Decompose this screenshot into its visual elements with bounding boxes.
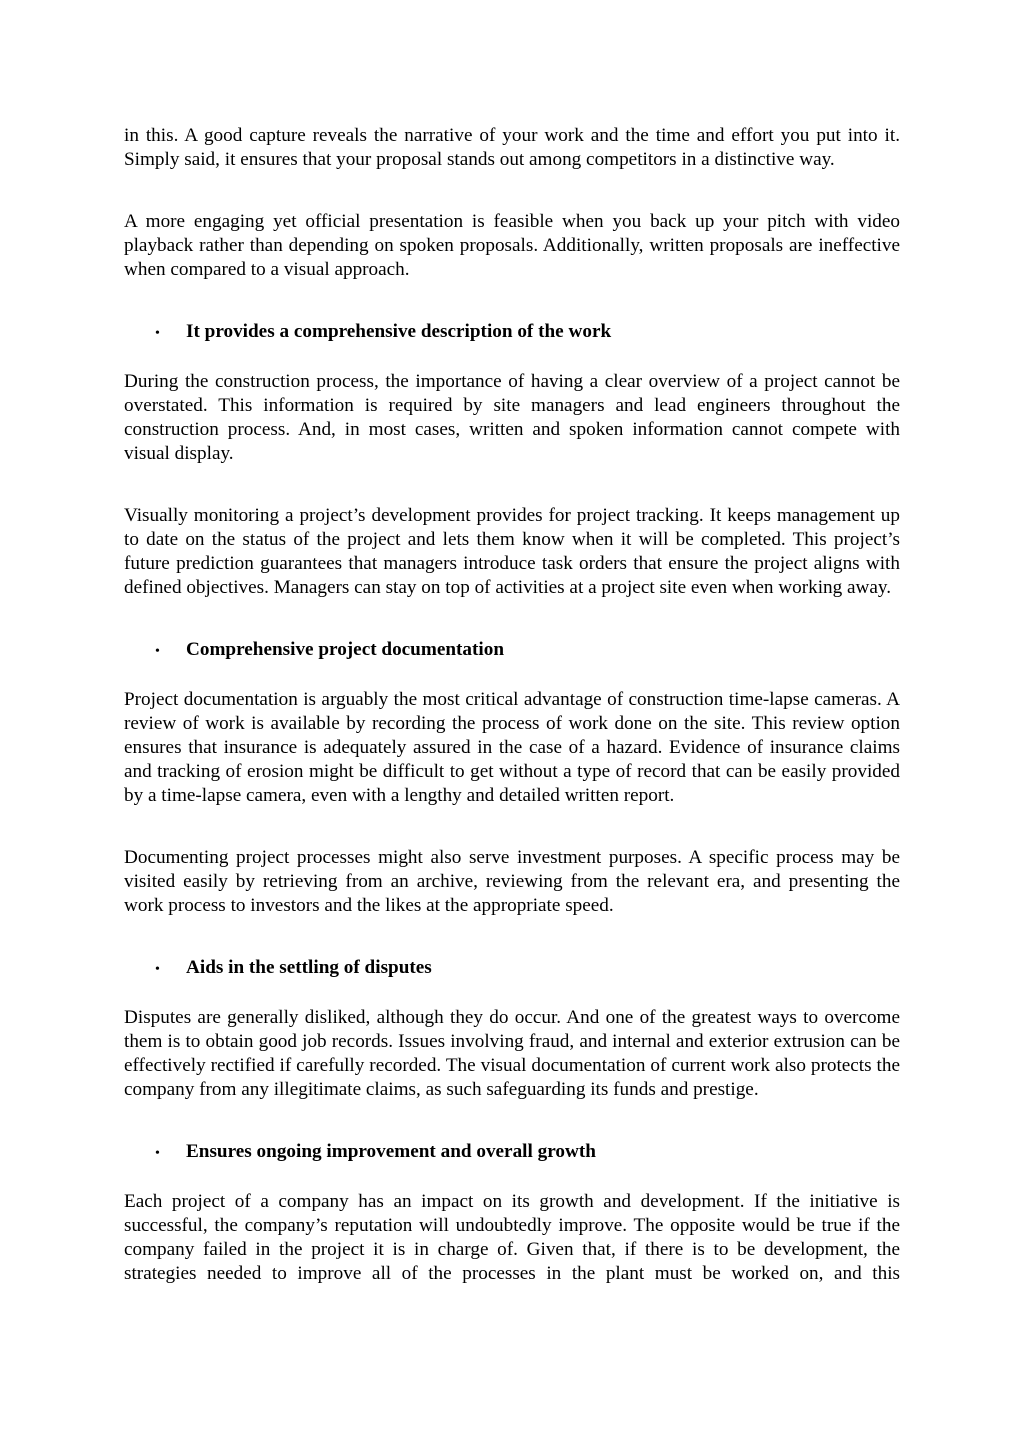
heading-text: It provides a comprehensive description of the work <box>186 321 612 342</box>
heading-comprehensive-description <box>124 320 900 346</box>
paragraph-intro-continuation: in this. A good capture reveals the narrative of your work and the time and effort you put into it. Simply said, it ensures that your proposal stands out among competitors in a distinctive way. <box>124 125 900 170</box>
heading-project-documentation <box>124 638 900 664</box>
paragraph-disputes: Disputes are generally disliked, although they do occur. And one of the greatest ways to overcome them is to obtain good job records. Issues involving fraud, and internal and exterior extrusion can be effectively rectified if carefully recorded. The visual documentation of current work also protects the company from any illegitimate claims, as such safeguarding its funds and prestige. <box>124 1007 900 1100</box>
paragraph-documentation-advantage: Project documentation is arguably the most critical advantage of construction time-lapse cameras. A review of work is available by recording the process of work done on the site. This review option ensures that insurance is adequately assured in the case of a hazard. Evidence of insurance claims and tracking of erosion might be difficult to get without a type of record that can be easily provided by a time-lapse camera, even with a lengthy and detailed written report. <box>124 689 900 806</box>
bullet-icon: • <box>155 644 160 659</box>
paragraph-investment-purposes: Documenting project processes might also serve investment purposes. A specific process may be visited easily by retrieving from an archive, reviewing from the relevant era, and presenting the work process to investors and the likes at the appropriate speed. <box>124 847 900 916</box>
paragraph-project-tracking: Visually monitoring a project’s development provides for project tracking. It keeps management up to date on the status of the project and lets them know when it will be completed. This project’s future prediction guarantees that managers introduce task orders that ensure the project aligns with defined objectives. Managers can stay on top of activities at a project site even when working away. <box>124 505 900 598</box>
heading-settling-disputes <box>124 956 900 982</box>
heading-text: Comprehensive project documentation <box>186 639 504 660</box>
paragraph-growth: Each project of a company has an impact on its growth and development. If the initiative is successful, the company’s reputation will undoubtedly improve. The opposite would be true if the company failed in the project it is in charge of. Given that, if there is to be development, the strategies needed to improve all of the processes in the plant must be worked on, and this <box>124 1191 900 1284</box>
bullet-icon: • <box>155 326 160 341</box>
paragraph-construction-overview: During the construction process, the importance of having a clear overview of a project cannot be overstated. This information is required by site managers and lead engineers throughout the construction process. And, in most cases, written and spoken information cannot compete with visual display. <box>124 371 900 464</box>
paragraph-video-presentation: A more engaging yet official presentation is feasible when you back up your pitch with video playback rather than depending on spoken proposals. Additionally, written proposals are ineffective when compared to a visual approach. <box>124 211 900 280</box>
heading-text: Aids in the settling of disputes <box>186 957 432 978</box>
document-page <box>124 124 900 1286</box>
bullet-icon: • <box>155 962 160 977</box>
heading-text: Ensures ongoing improvement and overall growth <box>186 1141 596 1162</box>
bullet-icon: • <box>155 1146 160 1161</box>
heading-ongoing-improvement <box>124 1140 900 1166</box>
